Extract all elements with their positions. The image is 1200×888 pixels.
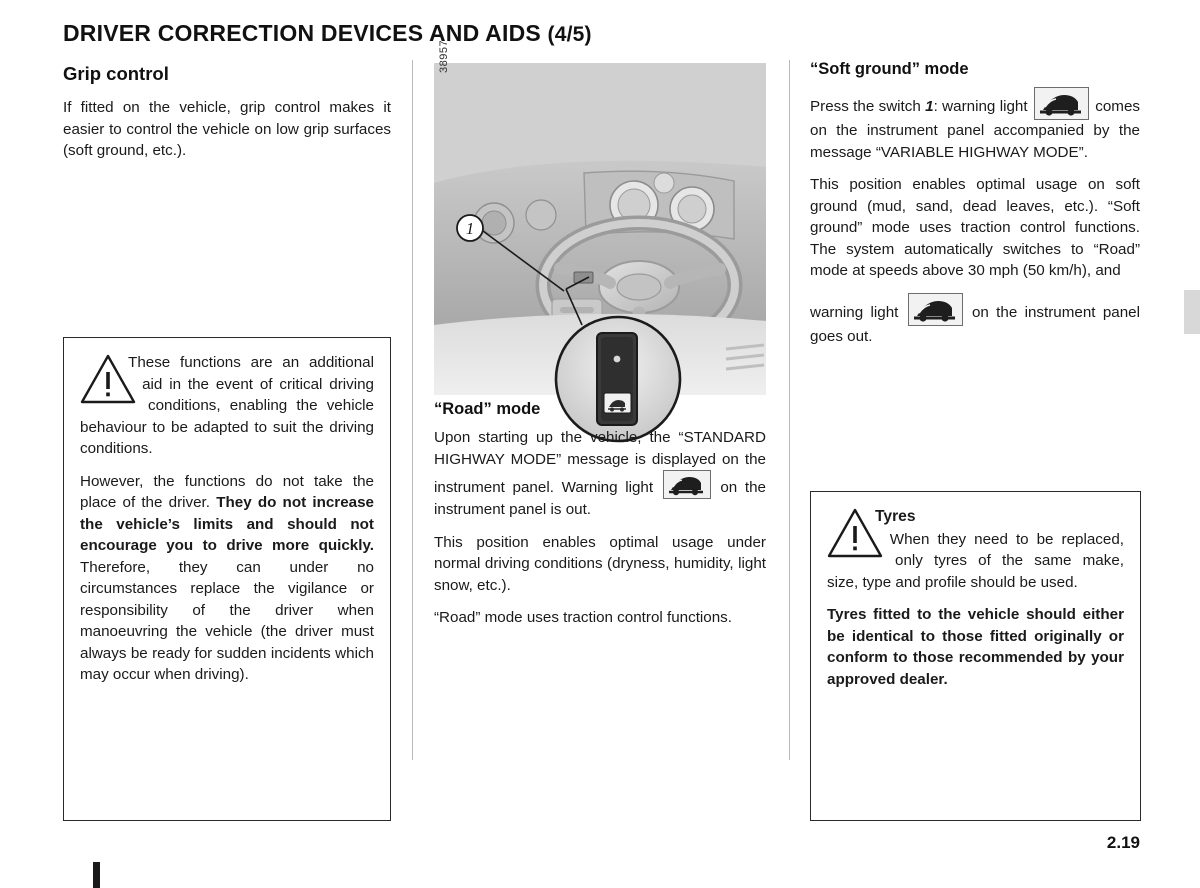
warning-tyres-title: Tyres xyxy=(875,508,916,525)
svg-text:1: 1 xyxy=(465,219,475,238)
page-edge-marker xyxy=(93,862,100,888)
road-mode-paragraph-3: “Road” mode uses traction control functions. xyxy=(434,609,732,626)
wf-p2-a: However, the functions do not take the place of the driver. xyxy=(80,472,374,511)
sg-p3-a: warning light xyxy=(810,303,906,321)
dashboard-illustration xyxy=(434,39,766,395)
wf-p2-bold: They do not increase the vehicle’s limits and should not encourage you to drive more quickly. xyxy=(80,494,374,554)
soft-ground-heading: “Soft ground” mode xyxy=(810,60,969,78)
warning-box-tyres xyxy=(810,491,1141,821)
soft-ground-paragraph-2: This position enables optimal usage on soft ground (mud, sand, dead leaves, etc.). “Soft ground” mode uses traction control functions. The system automatically switches to “Road” mode at speeds above 30 mph (50 km/h), and xyxy=(810,176,1140,279)
dashboard-illustration-svg xyxy=(434,63,766,395)
page-title xyxy=(63,20,592,47)
figure-number: 38957 xyxy=(438,39,450,73)
warning-functions-paragraph-1: These functions are an additional aid in the event of critical driving conditions, enabling the vehicle behaviour to be adapted to suit the driving conditions. xyxy=(80,354,374,457)
wf-p2-b: Therefore, they can under no circumstances replace the vigilance or responsibility of the driver when manoeuvring the vehicle (the driver must always be ready for sudden incidents which may occur when driving). xyxy=(80,558,374,683)
soft-ground-paragraph-1 xyxy=(810,87,1140,163)
soft-ground-paragraph-3 xyxy=(810,293,1140,348)
rm-p1-b: on the instrument panel is out. xyxy=(434,479,766,518)
road-mode-warning-light-icon xyxy=(663,470,711,499)
soft-ground-warning-light-icon-2 xyxy=(908,293,963,326)
rm-p1-a: Upon starting up the vehicle, the “STANDARD HIGHWAY MODE” message is displayed on the instrument panel. Warning light xyxy=(434,429,766,496)
page-title-text: DRIVER CORRECTION DEVICES AND AIDS xyxy=(63,20,541,46)
right-column xyxy=(810,60,1140,358)
sg-p1-a: Press the switch xyxy=(810,98,926,115)
road-mode-paragraph-2: This position enables optimal usage under normal driving conditions (dryness, humidity, light snow, etc.). xyxy=(434,533,766,594)
sg-p1-c: comes on the instrument panel accompanied by the message “VARIABLE HIGHWAY MODE”. xyxy=(810,98,1140,161)
left-column xyxy=(63,60,391,173)
sg-p1-b: : warning light xyxy=(933,98,1032,115)
grip-control-intro: If fitted on the vehicle, grip control makes it easier to control the vehicle on low grip surfaces (soft ground, etc.). xyxy=(63,99,391,159)
warning-tyres-paragraph-2: Tyres fitted to the vehicle should either be identical to those fitted originally or conform to those recommended by your approved dealer. xyxy=(827,606,1124,688)
page-number: 2.19 xyxy=(1106,833,1140,852)
column-divider-right xyxy=(789,60,790,760)
middle-column xyxy=(434,400,766,640)
warning-functions-paragraph-2 xyxy=(80,471,374,686)
warning-tyres-paragraph-1: When they need to be replaced, only tyres of the same make, size, type and profile should be used. xyxy=(827,530,1124,591)
soft-ground-warning-light-icon xyxy=(1034,87,1089,120)
warning-box-functions xyxy=(63,337,391,821)
grip-control-heading: Grip control xyxy=(63,63,169,84)
section-thumb-tab xyxy=(1184,290,1200,334)
sg-switch-number: 1 xyxy=(925,98,934,115)
sg-p3-b: on the instrument panel goes out. xyxy=(810,303,1140,345)
column-divider-left xyxy=(412,60,413,760)
page-title-fraction: (4/5) xyxy=(547,23,592,46)
road-mode-paragraph-1 xyxy=(434,427,766,521)
road-mode-heading: “Road” mode xyxy=(434,400,541,418)
